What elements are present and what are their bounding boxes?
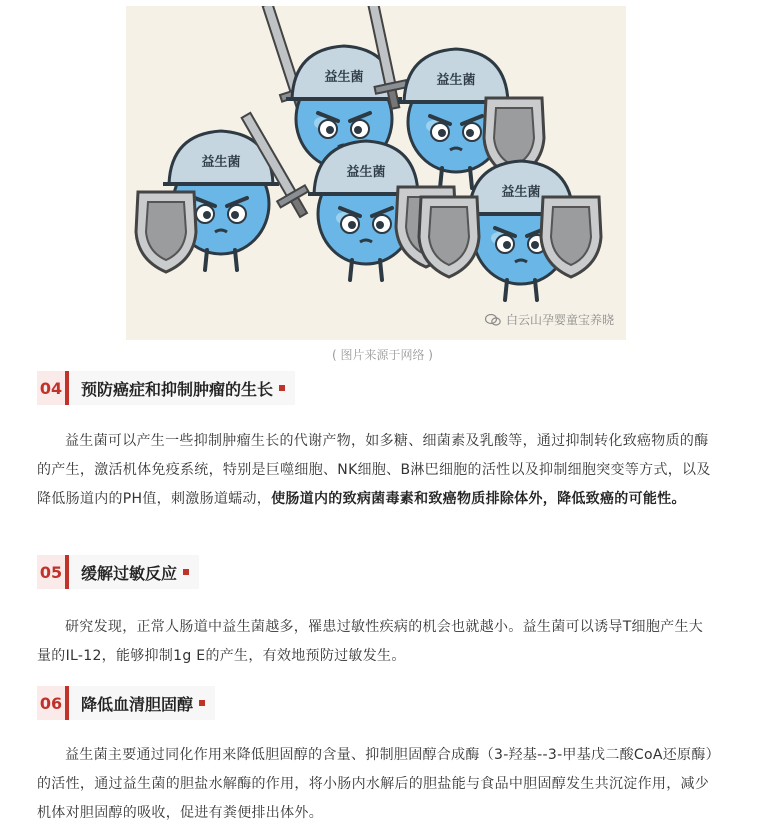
- watermark-text: 白云山孕婴童宝养晓: [505, 313, 614, 327]
- section-number: 06: [37, 686, 65, 720]
- helmet-label: 益生菌: [346, 165, 386, 180]
- section-number: 04: [37, 371, 65, 405]
- section-heading-06: [37, 686, 215, 720]
- paragraph-text: 益生菌可以产生一些抑制肿瘤生长的代谢产物，如多糖、细菌素及乳酸等，通过抑制转化致癌物质的酶的产生，激活机体免疫系统，特别是巨噬细胞、NK细胞、B淋巴细胞的活性以及抑制细胞突变等方式，以及降低肠道内的PH值，刺激肠道蠕动，: [37, 433, 711, 507]
- watermark: [485, 311, 614, 328]
- section-title-box: [69, 555, 199, 589]
- section-title: 缓解过敏反应: [81, 563, 178, 583]
- paragraph-text: 益生菌主要通过同化作用来降低胆固醇的含量、抑制胆固醇合成酶（3-羟基--3-甲基戊二酸CoA还原酶）的活性，通过益生菌的胆盐水解酶的作用，将小肠内水解后的胆盐能与食品中胆固醇发生共沉淀作用，减少机体对胆固醇的吸收，促进有粪便排出体外。: [37, 747, 713, 821]
- square-marker-icon: [199, 700, 205, 706]
- section-heading-04: [37, 371, 295, 405]
- wechat-icon: [485, 314, 501, 326]
- helmet-label: 益生菌: [436, 73, 476, 88]
- cartoon-germ-soldiers: [126, 6, 626, 340]
- section-title-box: [69, 371, 295, 405]
- section-paragraph-06: [37, 741, 717, 828]
- section-heading-05: [37, 555, 199, 589]
- square-marker-icon: [279, 385, 285, 391]
- section-number: 05: [37, 555, 65, 589]
- paragraph-emphasis: 使肠道内的致病菌毒素和致癌物质排除体外，降低致癌的可能性。: [271, 491, 686, 507]
- section-title: 降低血清胆固醇: [81, 694, 194, 714]
- probiotic-illustration: [126, 6, 626, 340]
- helmet-label: 益生菌: [501, 185, 541, 200]
- square-marker-icon: [183, 569, 189, 575]
- section-title: 预防癌症和抑制肿瘤的生长: [81, 379, 274, 399]
- paragraph-text: 研究发现，正常人肠道中益生菌越多，罹患过敏性疾病的机会也就越小。益生菌可以诱导T细胞产生大量的IL-12，能够抑制1g E的产生，有效地预防过敏发生。: [37, 619, 704, 664]
- image-caption: ( 图片来源于网络 ): [332, 348, 433, 362]
- helmet-label: 益生菌: [324, 70, 364, 85]
- section-paragraph-04: [37, 427, 717, 514]
- section-paragraph-05: [37, 613, 717, 671]
- section-title-box: [69, 686, 215, 720]
- helmet-label: 益生菌: [201, 155, 241, 170]
